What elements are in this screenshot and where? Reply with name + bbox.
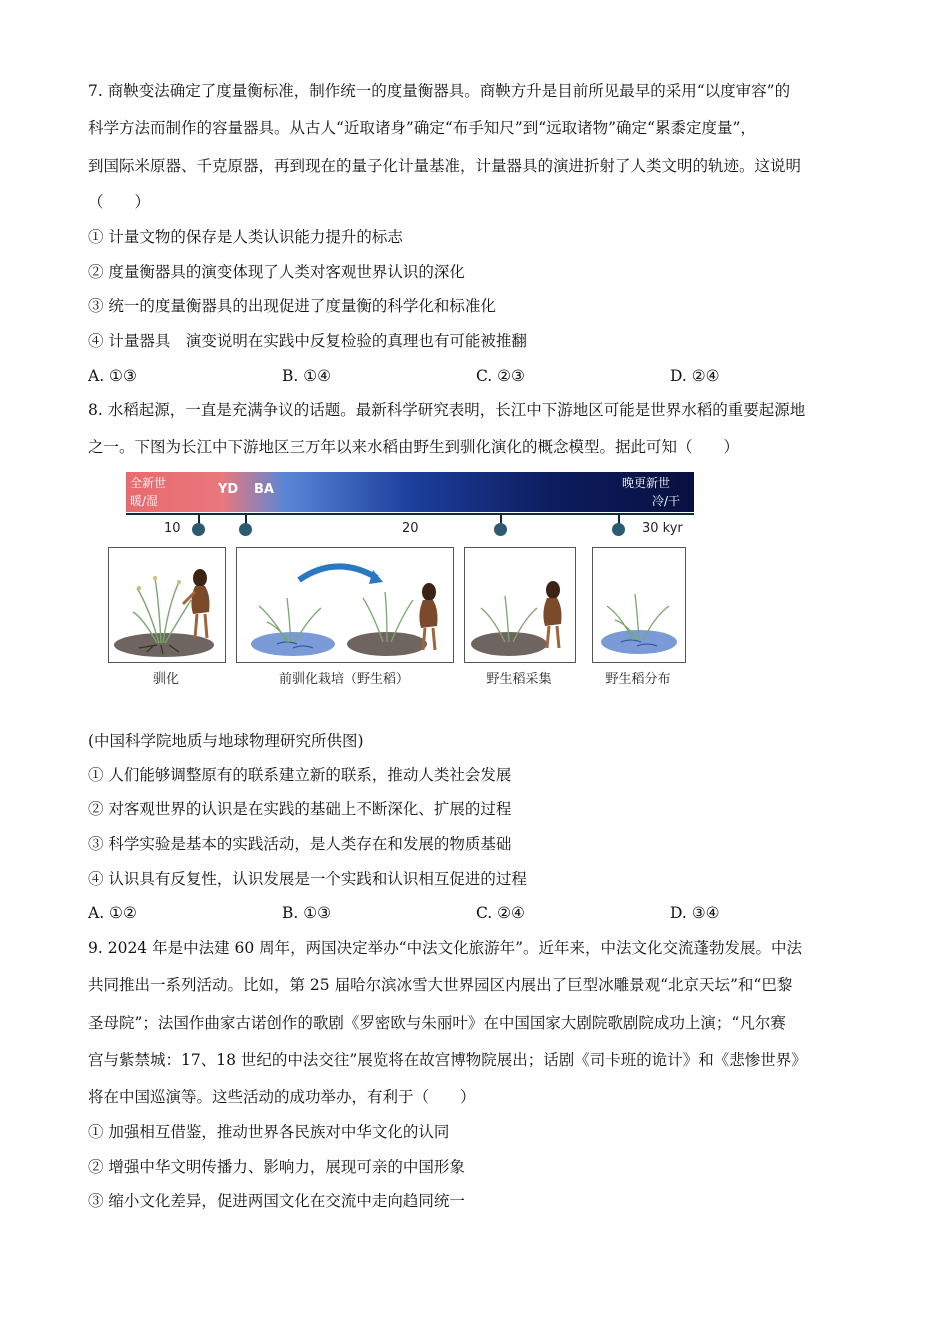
- q8-options: [88, 902, 868, 924]
- pre-domestication-illustration: [237, 548, 453, 662]
- band-holocene-label: 全新世: [130, 476, 167, 490]
- q9-item-1: ① 加强相互借鉴，推动世界各民族对中华文化的认同: [88, 1123, 450, 1141]
- q7-item-1: ① 计量文物的保存是人类认识能力提升的标志: [88, 228, 403, 246]
- q7-item-3: ③ 统一的度量衡器具的出现促进了度量衡的科学化和标准化: [88, 297, 496, 315]
- q8-option-c[interactable]: C. ②④: [476, 904, 525, 922]
- q7-stem-line-3: 到国际米原器、千克原器，再到现在的量子化计量基准，计量器具的演进折射了人类文明的轨迹。这说明: [88, 157, 802, 175]
- domestication-illustration: [109, 548, 225, 662]
- q9-stem-line-4: 宫与紫禁城：17、18 世纪的中法交往”展览将在故宫博物院展出；话剧《司卡班的诡计》和《悲惨世界》: [88, 1051, 807, 1069]
- timeline-marker: [192, 523, 205, 536]
- panel-pre-domestication: [236, 547, 454, 663]
- caption-pre-domestication: 前驯化栽培（野生稻）: [278, 672, 409, 687]
- q8-option-d[interactable]: D. ③④: [670, 904, 720, 922]
- q8-item-3: ③ 科学实验是基本的实践活动，是人类存在和发展的物质基础: [88, 835, 512, 853]
- climate-band: [126, 472, 694, 512]
- axis-label-30kyr: 30 kyr: [642, 521, 683, 536]
- caption-domestication: 驯化: [152, 672, 179, 687]
- rice-evolution-figure: [108, 472, 708, 692]
- band-yd-label: YD: [218, 482, 239, 497]
- band-warm-wet-label: 暖/湿: [130, 494, 159, 508]
- q9-stem-line-5: 将在中国巡演等。这些活动的成功举办，有利于（ ）: [88, 1088, 476, 1106]
- q7-stem-line-2: 科学方法而制作的容量器具。从古人“近取诸身”确定“布手知尺”到“远取诸物”确定“累黍定度量”，: [88, 119, 756, 137]
- q8-stem-line-2: 之一。下图为长江中下游地区三万年以来水稻由野生到驯化演化的概念模型。据此可知（ ）: [88, 438, 740, 456]
- band-cold-dry-label: 冷/干: [652, 494, 681, 508]
- timeline-marker: [612, 523, 625, 536]
- band-ba-label: BA: [254, 482, 274, 497]
- q8-stem-line-1: 8. 水稻起源，一直是充满争议的话题。最新科学研究表明，长江中下游地区可能是世界水稻的重要起源地: [88, 401, 806, 419]
- caption-wild-rice-collection: 野生稻采集: [486, 672, 552, 687]
- q7-answer-blank: （ ）: [88, 193, 151, 211]
- caption-wild-rice-distribution: 野生稻分布: [605, 672, 671, 687]
- wild-rice-collection-illustration: [465, 548, 575, 662]
- q7-stem-line-1: 7. 商鞅变法确定了度量衡标准，制作统一的度量衡器具。商鞅方升是目前所见最早的采用“以度审容”的: [88, 82, 791, 100]
- q8-figure-source: (中国科学院地质与地球物理研究所供图): [88, 732, 364, 750]
- q9-item-2: ② 增强中华文明传播力、影响力，展现可亲的中国形象: [88, 1158, 465, 1176]
- panel-domestication: [108, 547, 226, 663]
- time-axis: [126, 513, 694, 515]
- q8-item-2: ② 对客观世界的认识是在实践的基础上不断深化、扩展的过程: [88, 800, 512, 818]
- panel-wild-rice-distribution: [592, 547, 686, 663]
- q7-item-4: ④ 计量器具 演变说明在实践中反复检验的真理也有可能被推翻: [88, 332, 527, 350]
- timeline-marker: [239, 523, 252, 536]
- q7-option-b[interactable]: B. ①④: [282, 367, 332, 385]
- panel-wild-rice-collection: [464, 547, 576, 663]
- q8-option-b[interactable]: B. ①③: [282, 904, 332, 922]
- q8-item-4: ④ 认识具有反复性，认识发展是一个实践和认识相互促进的过程: [88, 870, 527, 888]
- axis-label-10: 10: [164, 521, 181, 536]
- q7-options: [88, 365, 868, 387]
- timeline-marker: [494, 523, 507, 536]
- q9-stem-line-2: 共同推出一系列活动。比如，第 25 届哈尔滨冰雪大世界园区内展出了巨型冰雕景观“北京天坛”和“巴黎: [88, 976, 793, 994]
- q8-item-1: ① 人们能够调整原有的联系建立新的联系，推动人类社会发展: [88, 766, 512, 784]
- q9-stem-line-1: 9. 2024 年是中法建 60 周年，两国决定举办“中法文化旅游年”。近年来，中法文化交流蓬勃发展。中法: [88, 939, 803, 957]
- q8-option-a[interactable]: A. ①②: [88, 904, 137, 922]
- q9-stem-line-3: 圣母院”；法国作曲家古诺创作的歌剧《罗密欧与朱丽叶》在中国国家大剧院歌剧院成功上演；“凡尔赛: [88, 1014, 786, 1032]
- wild-rice-distribution-illustration: [593, 548, 685, 662]
- axis-label-20: 20: [402, 521, 419, 536]
- q7-option-d[interactable]: D. ②④: [670, 367, 720, 385]
- q9-item-3: ③ 缩小文化差异，促进两国文化在交流中走向趋同统一: [88, 1192, 465, 1210]
- q7-option-c[interactable]: C. ②③: [476, 367, 525, 385]
- q7-item-2: ② 度量衡器具的演变体现了人类对客观世界认识的深化: [88, 263, 465, 281]
- q7-option-a[interactable]: A. ①③: [88, 367, 137, 385]
- band-late-pleistocene-label: 晚更新世: [622, 476, 671, 490]
